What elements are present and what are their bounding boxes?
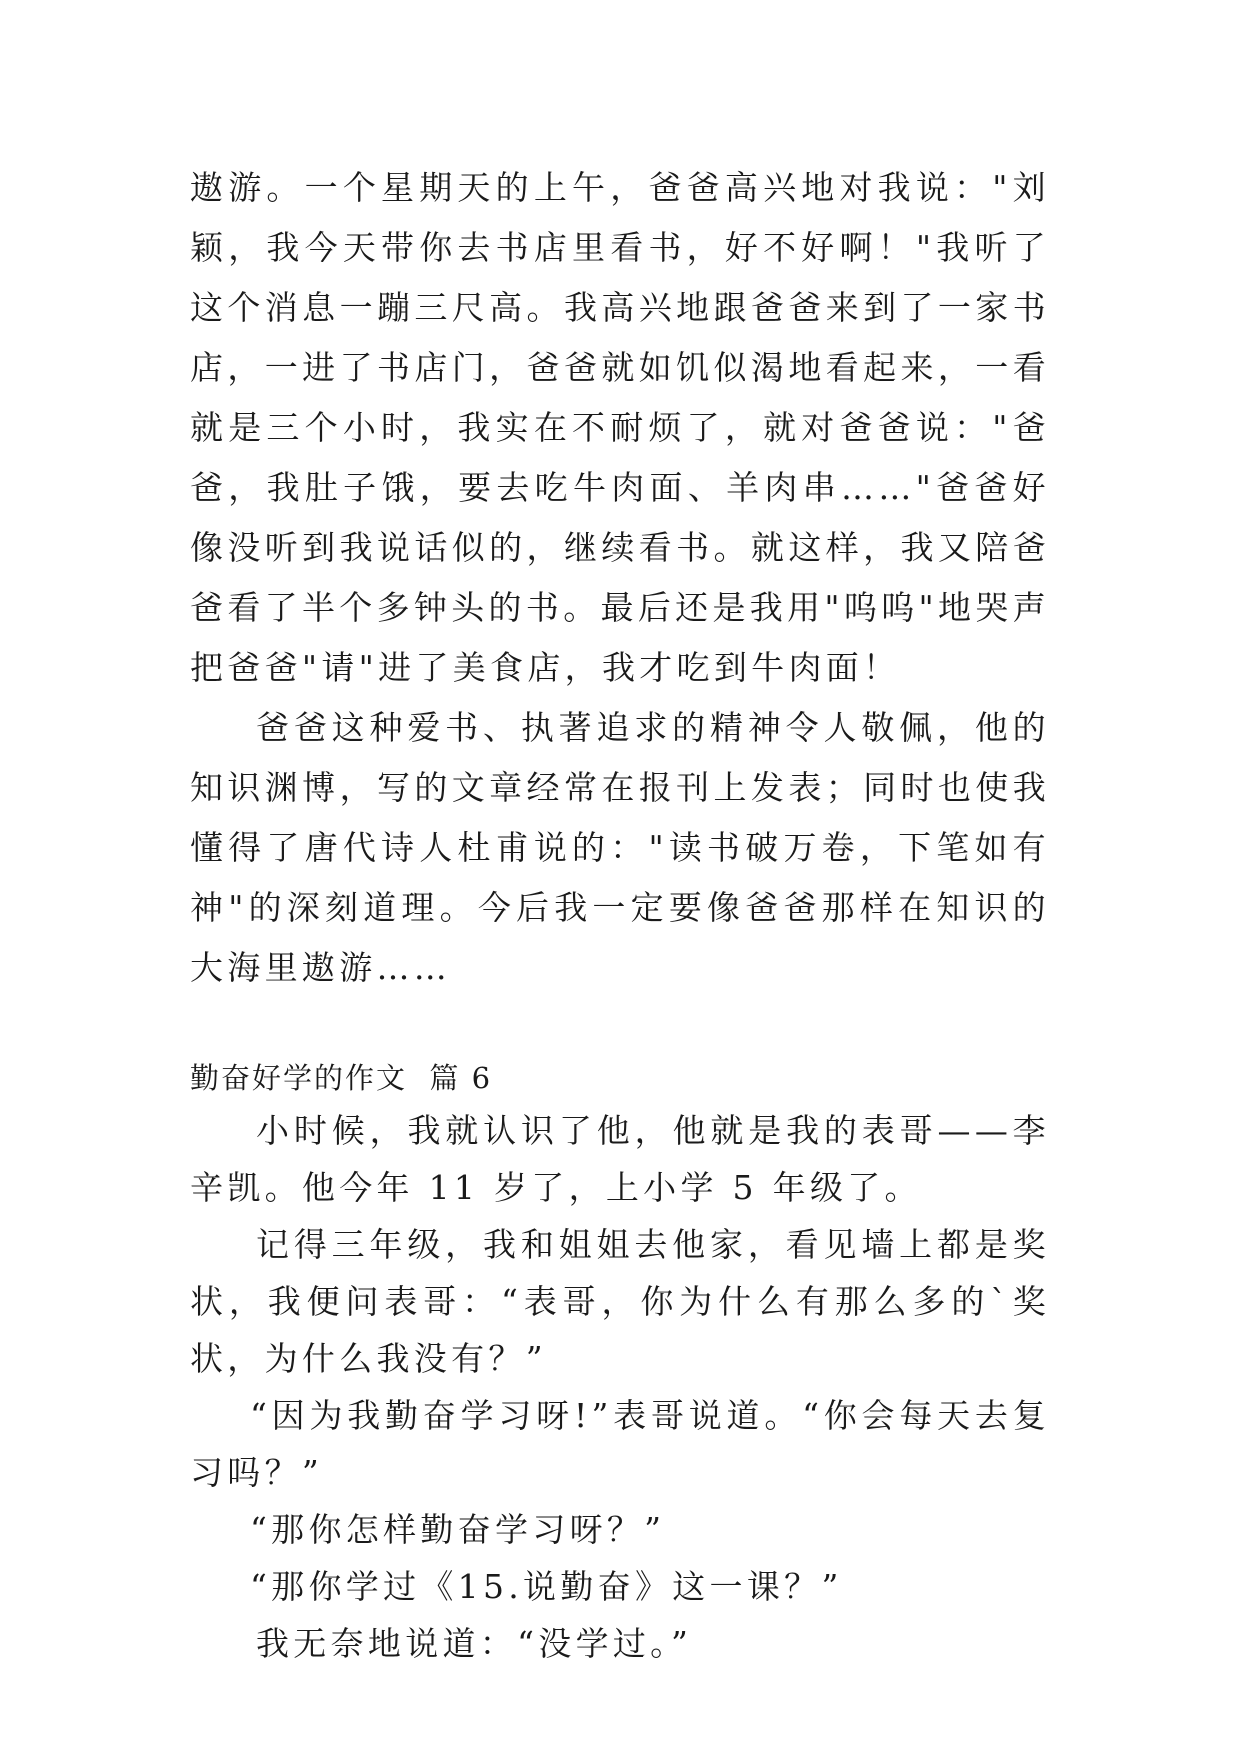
essay-part-1 bbox=[190, 158, 1050, 998]
section-title: 勤奋好学的作文 篇 6 bbox=[190, 1061, 493, 1095]
essay-part-2 bbox=[190, 1102, 1050, 1672]
paragraph: “那你怎样勤奋学习呀？” bbox=[250, 1510, 666, 1549]
paragraph: 我无奈地说道：“没学过。” bbox=[256, 1624, 693, 1663]
document-body bbox=[190, 158, 1050, 1672]
paragraph: 遨游。一个星期天的上午，爸爸高兴地对我说："刘颖，我今天带你去书店里看书，好不好啊！"我听了这个消息一蹦三尺高。我高兴地跟爸爸来到了一家书店，一进了书店门，爸爸就如饥似渴地看起来，一看就是三个小时，我实在不耐烦了，就对爸爸说："爸爸，我肚子饿，要去吃牛肉面、羊肉串……"爸爸好像没听到我说话似的，继续看书。就这样，我又陪爸爸看了半个多钟头的书。最后还是我用"呜呜"地哭声把爸爸"请"进了美食店，我才吃到牛肉面！ bbox=[190, 168, 1050, 687]
paragraph: “因为我勤奋学习呀!”表哥说道。“你会每天去复习吗？” bbox=[190, 1396, 1050, 1492]
paragraph: 记得三年级，我和姐姐去他家，看见墙上都是奖状，我便问表哥：“表哥，你为什么有那么多的`奖状，为什么我没有？” bbox=[190, 1225, 1050, 1378]
paragraph: “那你学过《15.说勤奋》这一课？” bbox=[250, 1567, 843, 1606]
paragraph: 爸爸这种爱书、执著追求的精神令人敬佩，他的知识渊博，写的文章经常在报刊上发表；同时也使我懂得了唐代诗人杜甫说的："读书破万卷，下笔如有神"的深刻道理。今后我一定要像爸爸那样在知识的大海里遨游…… bbox=[190, 708, 1050, 987]
paragraph: 小时候，我就认识了他，他就是我的表哥——李辛凯。他今年 11 岁了，上小学 5 年级了。 bbox=[190, 1111, 1050, 1207]
